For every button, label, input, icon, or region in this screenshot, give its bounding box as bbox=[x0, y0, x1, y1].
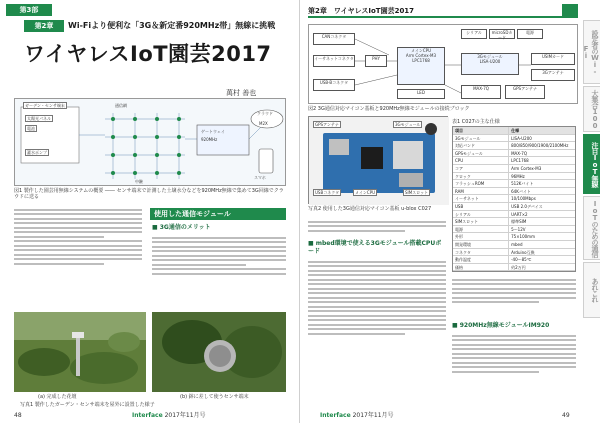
table-row bbox=[453, 241, 575, 249]
table-cell-item: クロック bbox=[453, 173, 509, 180]
table-cell-item: USB bbox=[453, 203, 509, 210]
table-cell-value: LISA-U200 bbox=[511, 135, 532, 141]
photo-b-caption: (b) 鉢に差して使うセンサ端末 bbox=[180, 394, 249, 400]
battery-label: 電池 bbox=[27, 126, 35, 131]
main-cpu-block bbox=[397, 47, 445, 85]
right-left-col-text-2 bbox=[308, 258, 446, 337]
subsection-mbed: ■ mbed環境で使える3Gモジュール搭載CPUボード bbox=[308, 240, 442, 255]
table-cell-value: 10/100Mbps bbox=[511, 196, 536, 202]
table-row bbox=[453, 211, 575, 219]
table-cell-item: RAM bbox=[453, 188, 509, 195]
sensor-photo bbox=[152, 312, 286, 392]
gps-module-block: MAX-7Q bbox=[461, 85, 501, 99]
table-cell-item: コア bbox=[453, 165, 509, 172]
side-tab-4[interactable]: あれこれ bbox=[583, 262, 600, 318]
figure2-diagram bbox=[308, 24, 578, 104]
table-row bbox=[453, 203, 575, 211]
led-block: LED bbox=[397, 89, 445, 99]
table-cell-value: -40～85℃ bbox=[511, 257, 532, 263]
left-footer bbox=[132, 410, 206, 419]
table-header-row bbox=[453, 127, 575, 135]
spec-table bbox=[452, 126, 576, 272]
usb-connector: USB-Bコネクタ bbox=[313, 79, 355, 91]
mqtt-label: M2X bbox=[259, 121, 268, 126]
table-cell-item: 対応バンド bbox=[453, 142, 509, 149]
author-name: 萬村 善也 bbox=[226, 89, 257, 97]
can-connector: CANコネクタ bbox=[313, 33, 355, 45]
right-left-col-text bbox=[308, 218, 446, 234]
photo2-usb-label: USBコネクタ bbox=[315, 190, 340, 195]
table-row bbox=[453, 188, 575, 196]
table-row bbox=[453, 173, 575, 181]
gateway-label: ゲートウェイ bbox=[201, 129, 225, 134]
ethernet-connector: イーサネットコネクタ bbox=[313, 55, 355, 67]
regulator-block: 電源 bbox=[517, 29, 543, 39]
figure1-wires bbox=[15, 99, 287, 187]
table-cell-value: 96MHz bbox=[511, 173, 525, 179]
table-row bbox=[453, 142, 575, 150]
photo2-caption: 写真2 使用した3G通信対応マイコン基板 u-blox C027 bbox=[308, 206, 432, 212]
garden-photo bbox=[14, 312, 146, 392]
phy-block: PHY bbox=[365, 55, 387, 67]
table-row bbox=[453, 264, 575, 272]
mesh-label: 通信網 bbox=[115, 103, 127, 108]
table-cell-item: CPU bbox=[453, 157, 509, 164]
photo2-cpu-label: メインCPU bbox=[355, 190, 376, 195]
right-right-col-text-2 bbox=[452, 332, 576, 375]
table-cell-value: USB 2.0デバイス bbox=[511, 203, 543, 209]
lisa-label: LISA-U200 bbox=[479, 59, 501, 64]
left-page-number: 48 bbox=[14, 412, 22, 419]
table-row bbox=[453, 135, 575, 143]
side-tab-2[interactable]: 注目IoT無線 bbox=[583, 134, 600, 194]
left-magazine: Interface bbox=[132, 412, 163, 419]
chapter-label: 第2章 bbox=[24, 20, 64, 32]
table-cell-value: 75×100mm bbox=[511, 234, 535, 240]
watering-label: 灌水ポンプ bbox=[27, 150, 47, 155]
main-cpu-label: メインCPU bbox=[410, 48, 432, 53]
right-footer bbox=[320, 410, 394, 419]
right-issue: 2017年11月号 bbox=[352, 412, 394, 419]
board-photo bbox=[308, 116, 448, 204]
left-issue: 2017年11月号 bbox=[164, 412, 206, 419]
table-row bbox=[453, 150, 575, 158]
table-cell-item: イーサネット bbox=[453, 195, 509, 202]
article-title: ワイヤレスIoT園芸2017 bbox=[24, 42, 272, 66]
table-cell-item: 価格 bbox=[453, 264, 509, 271]
figure1-caption: 図1 製作した園芸用無線システムの概要 ―― センサ端末で計測した土壌水分などを920MHz無線で集めて3G回線でクラウドに送る bbox=[14, 188, 284, 200]
sensor-photo-image bbox=[152, 312, 286, 392]
modem-label: 3Gモジュール bbox=[477, 54, 503, 59]
part-label: 第3部 bbox=[6, 4, 52, 16]
table-cell-item: シリアル bbox=[453, 211, 509, 218]
table-cell-value: mbed bbox=[511, 241, 523, 247]
table-row bbox=[453, 218, 575, 226]
table-cell-value: 約2万円 bbox=[511, 264, 526, 270]
right-header bbox=[308, 4, 578, 18]
right-page-number: 49 bbox=[562, 412, 570, 419]
garden-sensor-label: ガーデン・センサ端末 bbox=[25, 103, 65, 108]
article-subtitle: Wi-Fiより便利な「3G＆新定番920MHz帯」無線に挑戦 bbox=[68, 21, 276, 30]
section-heading: 使用した通信モジュール bbox=[150, 208, 286, 220]
table-cell-item: 項目 bbox=[453, 127, 509, 134]
right-magazine: Interface bbox=[320, 412, 351, 419]
photo2-gps-label: GPSアンテナ bbox=[315, 122, 339, 127]
table-row bbox=[453, 195, 575, 203]
table-cell-item: 動作温度 bbox=[453, 256, 509, 263]
table-cell-item: 3Gモジュール bbox=[453, 135, 509, 142]
table-cell-value: 仕様 bbox=[511, 128, 520, 133]
photo2-sim-label: SIMスロット bbox=[405, 190, 429, 195]
table-cell-value: 標準SIM bbox=[511, 219, 527, 225]
side-tab-3[interactable]: IoTのための通信 bbox=[583, 196, 600, 260]
side-tab-0[interactable]: 設定者のWi-Fi bbox=[583, 20, 600, 84]
subsection-im920: ■ 920MHz無線モジュールIM920 bbox=[452, 322, 550, 329]
table-cell-value: Arm Cortex-M3 bbox=[511, 165, 542, 171]
side-index-tabs bbox=[583, 20, 600, 320]
table-row bbox=[453, 157, 575, 165]
band-label: 920MHz bbox=[201, 137, 218, 142]
header-tab bbox=[562, 4, 578, 16]
table-title: 表1 C027の主な仕様 bbox=[452, 119, 500, 125]
table-cell-value: LPC1768 bbox=[511, 158, 529, 164]
relay-label: 中継 bbox=[135, 179, 143, 184]
table-cell-value: 64Kバイト bbox=[511, 188, 531, 194]
table-cell-value: Arduino互換 bbox=[511, 249, 535, 255]
antenna-block: 3Gアンテナ bbox=[531, 69, 575, 81]
table-cell-value: 800/850/900/1900/2100MHz bbox=[511, 143, 569, 149]
table-cell-item: 電源 bbox=[453, 226, 509, 233]
sd-block: microSDカード bbox=[489, 29, 515, 39]
photo-a-caption: (a) 完成した花壇 bbox=[38, 394, 77, 400]
table-cell-item: コネクタ bbox=[453, 249, 509, 256]
arm-label: Arm Cortex-M3 LPC1768 bbox=[405, 53, 437, 63]
table-row bbox=[453, 180, 575, 188]
usim-block: USIMカード bbox=[531, 53, 575, 65]
subsection-heading: ■ 3G通信のメリット bbox=[152, 224, 211, 231]
gps-antenna-block: GPSアンテナ bbox=[505, 85, 545, 99]
table-row bbox=[453, 249, 575, 257]
solar-label: 太陽光パネル bbox=[27, 116, 51, 121]
modem-block bbox=[461, 53, 519, 75]
table-cell-value: 5～12V bbox=[511, 226, 526, 232]
table-cell-item: GPSモジュール bbox=[453, 150, 509, 157]
table-row bbox=[453, 165, 575, 173]
garden-photo-image bbox=[14, 312, 146, 392]
cloud-label: クラウド bbox=[257, 111, 273, 116]
table-cell-item: SIMスロット bbox=[453, 218, 509, 225]
table-row bbox=[453, 256, 575, 264]
figure2-caption: 図2 3G通信対応マイコン基板と920MHz無線モジュールの接続ブロック bbox=[308, 106, 470, 112]
table-cell-value: UART×2 bbox=[511, 211, 528, 217]
right-right-col-text bbox=[452, 276, 576, 306]
table-cell-item: 開発環境 bbox=[453, 241, 509, 248]
left-column-text bbox=[14, 206, 142, 267]
table-cell-item: フラッシュROM bbox=[453, 180, 509, 187]
figure1-diagram bbox=[14, 98, 286, 186]
right-page bbox=[300, 0, 600, 423]
photo1-caption: 写真1 製作したガーデン・センサ端末を屋外に設置した様子 bbox=[20, 402, 155, 408]
side-tab-1[interactable]: 大集合100 bbox=[583, 86, 600, 132]
table-cell-value: MAX-7Q bbox=[511, 150, 527, 156]
table-cell-item: 外形 bbox=[453, 233, 509, 240]
table-cell-value: 512Kバイト bbox=[511, 181, 534, 187]
table-row bbox=[453, 233, 575, 241]
table-row bbox=[453, 226, 575, 234]
chapter-header: 第2章 ワイヤレスIoT園芸2017 bbox=[308, 7, 415, 15]
phone-label: スマホ bbox=[254, 175, 266, 180]
right-column-text bbox=[152, 234, 286, 277]
serial-block: シリアル bbox=[461, 29, 487, 39]
photo2-modem-label: 3Gモジュール bbox=[395, 122, 421, 127]
